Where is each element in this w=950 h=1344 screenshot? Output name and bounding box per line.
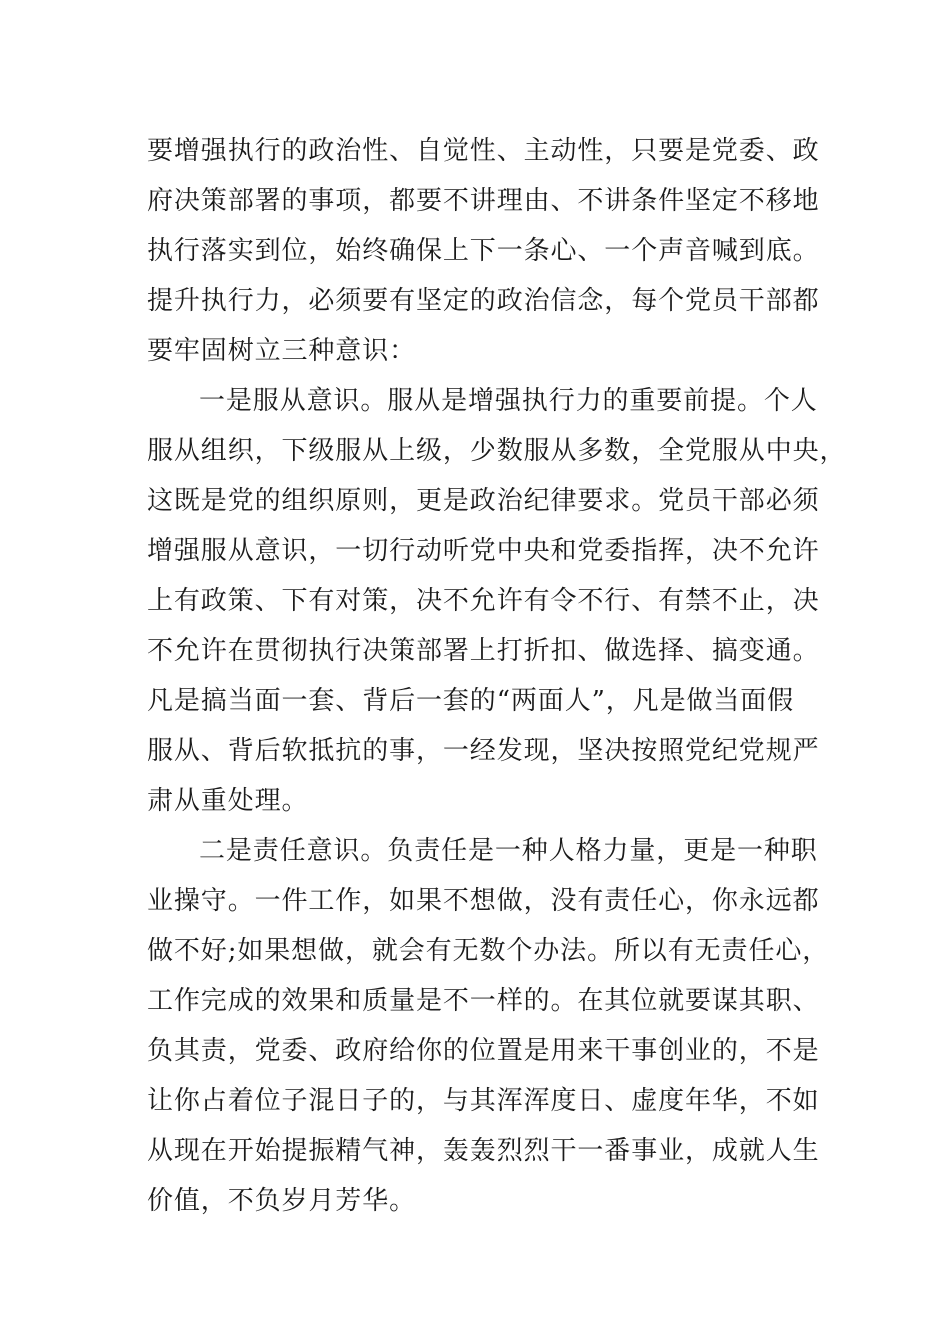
paragraph-obedience <box>147 376 847 826</box>
paragraph-responsibility <box>147 826 830 1226</box>
text-line: 业操守。一件工作，如果不想做，没有责任心，你永远都 <box>147 886 820 916</box>
text-line: 这既是党的组织原则，更是政治纪律要求。党员干部必须 <box>147 486 820 516</box>
text-line: 府决策部署的事项，都要不讲理由、不讲条件坚定不移地 <box>147 186 820 216</box>
text-line: 做不好;如果想做，就会有无数个办法。所以有无责任心， <box>147 936 830 966</box>
document-body <box>147 126 847 1226</box>
text-line: 价值，不负岁月芳华。 <box>147 1186 417 1216</box>
text-line: 要牢固树立三种意识： <box>147 336 417 366</box>
text-line: 服从、背后软抵抗的事，一经发现，坚决按照党纪党规严 <box>147 736 820 766</box>
text-line: 增强服从意识，一切行动听党中央和党委指挥，决不允许 <box>147 536 820 566</box>
text-line: 负其责，党委、政府给你的位置是用来干事创业的，不是 <box>147 1036 820 1066</box>
text-line: 提升执行力，必须要有坚定的政治信念，每个党员干部都 <box>147 286 820 316</box>
text-line: 肃从重处理。 <box>147 786 309 816</box>
text-line: 让你占着位子混日子的，与其浑浑度日、虚度年华，不如 <box>147 1086 820 1116</box>
text-line: 服从组织，下级服从上级，少数服从多数，全党服从中央， <box>147 436 847 466</box>
text-line: 凡是搞当面一套、背后一套的“两面人”，凡是做当面假 <box>147 686 795 716</box>
text-line: 二是责任意识。负责任是一种人格力量，更是一种职 <box>199 836 818 866</box>
text-line: 从现在开始提振精气神，轰轰烈烈干一番事业，成就人生 <box>147 1136 820 1166</box>
text-line: 上有政策、下有对策，决不允许有令不行、有禁不止，决 <box>147 586 820 616</box>
text-line: 要增强执行的政治性、自觉性、主动性，只要是党委、政 <box>147 136 820 166</box>
text-line: 执行落实到位，始终确保上下一条心、一个声音喊到底。 <box>147 236 820 266</box>
text-line: 不允许在贯彻执行决策部署上打折扣、做选择、搞变通。 <box>147 636 820 666</box>
paragraph-intro <box>147 126 820 376</box>
text-line: 工作完成的效果和质量是不一样的。在其位就要谋其职、 <box>147 986 820 1016</box>
text-line: 一是服从意识。服从是增强执行力的重要前提。个人 <box>199 386 818 416</box>
